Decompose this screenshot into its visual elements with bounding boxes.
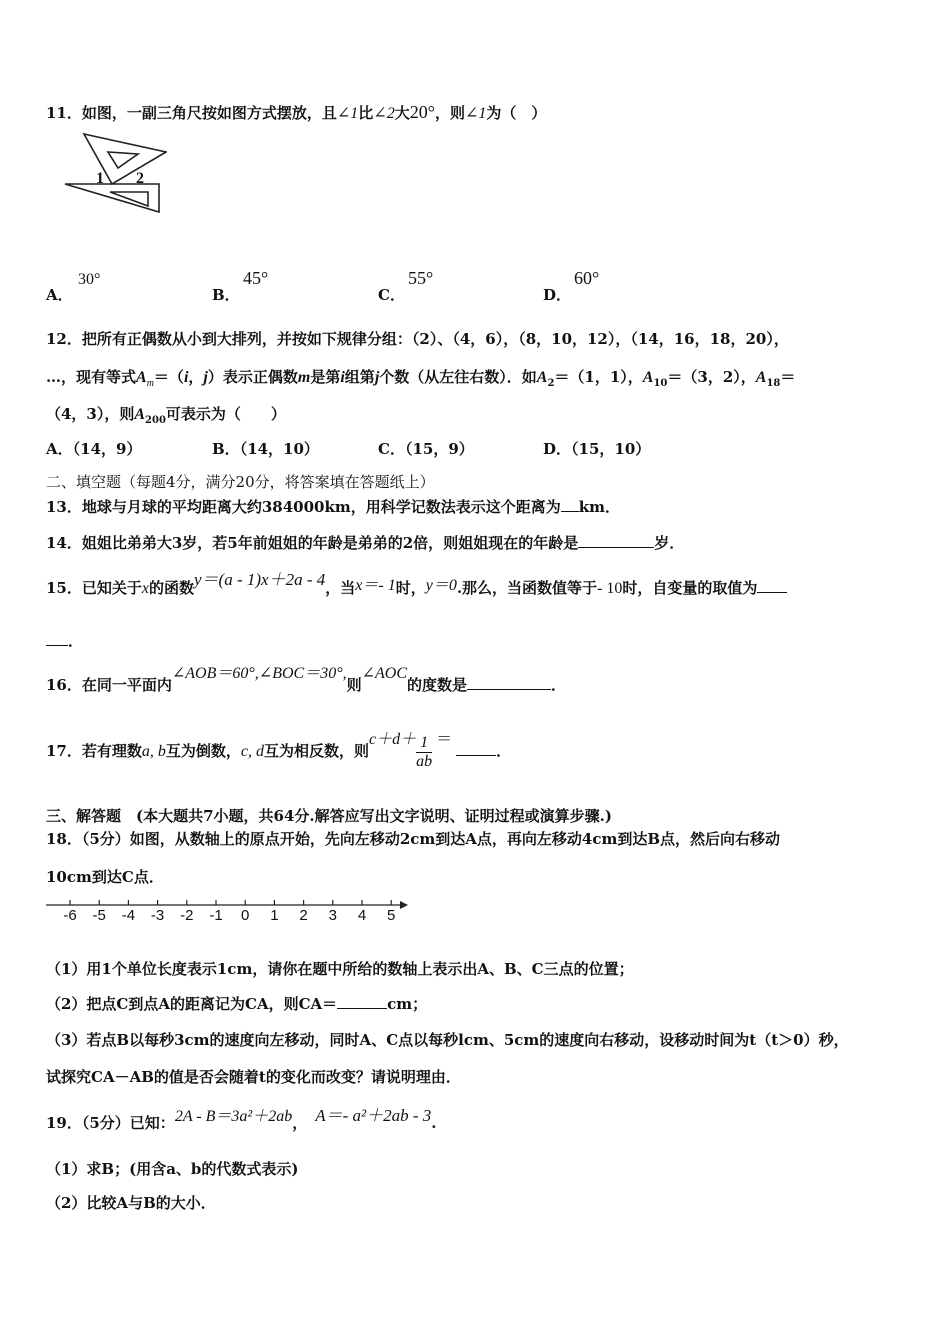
q12-line-3: （4，3），则$A_{200}$可表示为（ ） (46, 405, 286, 426)
q13: 13．地球与月球的平均距离大约384000km，用科学记数法表示这个距离为 km． (46, 498, 621, 516)
q11-option-d-letter[interactable]: D． (543, 286, 572, 304)
q14: 14．姐姐比弟弟大3岁，若5年前姐姐的年龄是弟弟的2倍，则姐姐现在的年龄是 岁． (46, 534, 685, 552)
q15: 15．已知关于x的函数y＝(a - 1)x＋2a - 4，当x＝- 1时，y＝0.那么，当函数值等于- 10时，自变量的取值为 (46, 577, 787, 600)
q11-stem: 11．如图，一副三角尺按如图方式摆放，且∠1比∠2大20°，则∠1为（ ） (46, 102, 547, 122)
q11-option-b-value: 45° (243, 268, 269, 288)
number-line (46, 896, 416, 926)
number-line-tick-label: 2 (299, 907, 308, 924)
angle-2-label: 2 (136, 170, 144, 187)
bottom-triangle (65, 184, 159, 212)
number-line-tick-label: -4 (121, 907, 136, 924)
q15-blank-cont[interactable] (46, 645, 68, 646)
number-line-arrow-icon (400, 901, 408, 909)
q18-line-2: 10cm到达C点． (46, 868, 164, 886)
q18-blank[interactable] (337, 1008, 387, 1009)
q15-cont: ． (46, 630, 83, 652)
q11-option-c-letter[interactable]: C． (378, 286, 405, 304)
top-triangle-hole (108, 152, 138, 168)
q11-option-a-value: 30° (78, 271, 101, 288)
number-line-tick-label: 4 (357, 907, 367, 924)
q11-option-a-letter[interactable]: A． (46, 286, 73, 304)
q18-part-2: （2）把点C到点A的距离记为CA，则CA＝ cm； (46, 995, 428, 1013)
number-line-tick-label: 1 (270, 907, 279, 924)
angle-1-label: 1 (96, 170, 104, 187)
q12-option-a[interactable]: A．（14，9） (46, 440, 142, 458)
q13-blank[interactable] (561, 511, 579, 512)
q12-line-1: 12．把所有正偶数从小到大排列，并按如下规律分组：（2）、（4，6），（8，10，12），（14，16，18，20）， (46, 330, 789, 348)
number-line-tick-label: -2 (180, 907, 194, 924)
q19-part-2: （2）比较A与B的大小． (46, 1194, 216, 1212)
q15-blank[interactable] (757, 592, 787, 593)
q16-blank[interactable] (467, 689, 551, 690)
number-line-tick-label: -1 (209, 907, 223, 924)
section-2-heading: 二、填空题（每题4分，满分20分，将答案填在答题纸上） (46, 473, 435, 491)
q14-blank[interactable] (578, 547, 654, 548)
number-line-tick-label: -6 (63, 907, 77, 924)
q19: 19．（5分）已知：2A - B＝3a²＋2ab， A＝- a²＋2ab - 3. (46, 1106, 437, 1132)
triangle-rulers-figure (62, 132, 167, 214)
section-3-heading: 三、解答题 (本大题共7小题，共64分.解答应写出文字说明、证明过程或演算步骤.) (46, 807, 612, 825)
q17: 17．若有理数a, b互为倒数，c, d互为相反数，则c＋d＋ $\frac{1}{ab}$ ＝． (46, 731, 512, 770)
q12-line-2: …，现有等式$A_m=(i$，j）表示正偶数m是第i组第j个数（从左往右数）．如$A_2=(1$，1），$A_{10}=(3$，2），$A_{18}=$ (46, 368, 796, 389)
q12-option-c[interactable]: C．（15，9） (378, 440, 474, 458)
q18-line-1: 18．（5分）如图，从数轴上的原点开始，先向左移动2cm到达A点，再向左移动4cm到达B点，然后向右移动 (46, 830, 781, 848)
number-line-tick-label: 5 (387, 907, 396, 924)
q17-blank[interactable] (456, 755, 496, 756)
q18-part-1: （1）用1个单位长度表示1cm，请你在题中所给的数轴上表示出A、B、C三点的位置； (46, 960, 634, 978)
q17-fraction: $\frac{1}{ab}$ (416, 733, 433, 770)
q11-option-b-letter[interactable]: B． (212, 286, 240, 304)
q12-option-d[interactable]: D．（15，10） (543, 440, 651, 458)
q12-option-b[interactable]: B．（14，10） (212, 440, 319, 458)
q16: 16．在同一平面内∠AOB＝60°,∠BOC＝30°,则∠AOC的度数是 ． (46, 665, 567, 694)
number-line-tick-label: -5 (92, 907, 106, 924)
number-line-tick-label: 3 (328, 907, 337, 924)
q11-option-c-value: 55° (408, 268, 434, 288)
number-line-tick-label: -3 (150, 907, 165, 924)
q18-part-3-line-1: （3）若点B以每秒3cm的速度向左移动，同时A、C点以每秒lcm、5cm的速度向右移动，设移动时间为t（t＞0）秒， (46, 1031, 849, 1049)
q18-part-3-line-2: 试探究CA－AB的值是否会随着t的变化而改变？请说明理由． (46, 1068, 461, 1086)
number-line-tick-label: 0 (241, 907, 250, 924)
q11-option-d-value: 60° (574, 268, 600, 288)
q19-part-1: （1）求B；(用含a、b的代数式表示) (46, 1160, 299, 1178)
